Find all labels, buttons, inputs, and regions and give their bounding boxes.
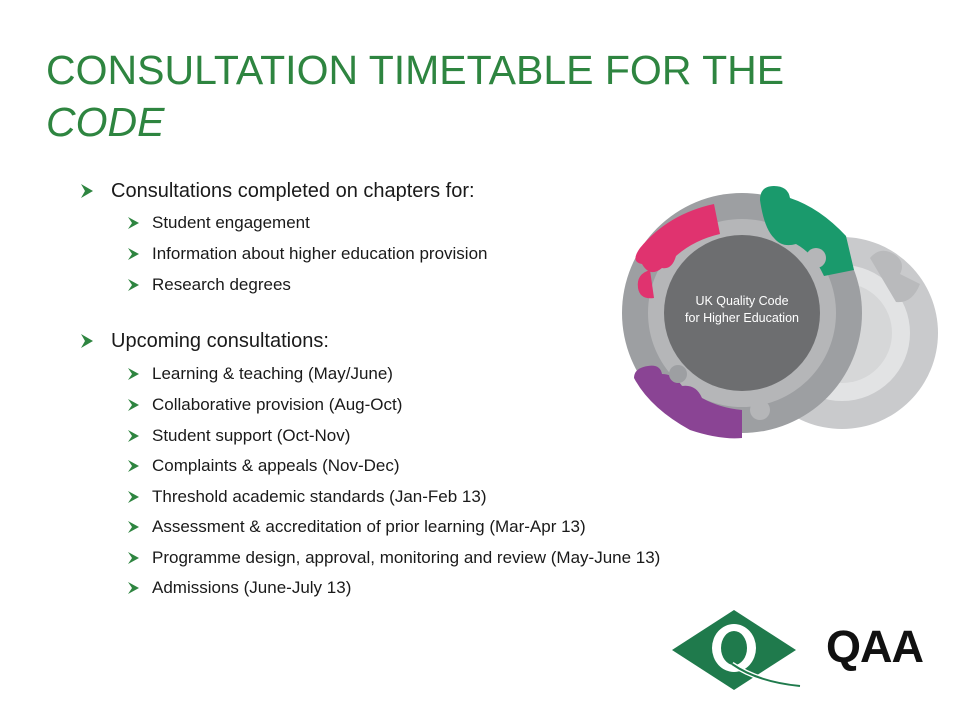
arrow-bullet-icon — [78, 330, 98, 358]
arrow-bullet-icon — [126, 548, 143, 573]
qaa-wordmark: QAA — [826, 621, 923, 672]
arrow-bullet-icon — [126, 517, 143, 542]
slide-title — [46, 44, 906, 148]
arrow-bullet-icon — [126, 395, 143, 420]
arrow-bullet-icon — [126, 456, 143, 481]
center-label-line-2: for Higher Education — [685, 311, 799, 325]
arrow-bullet-icon — [126, 244, 143, 269]
arrow-bullet-icon — [126, 426, 143, 451]
arrow-bullet-icon — [126, 213, 143, 238]
arrow-bullet-icon — [126, 364, 143, 389]
arrow-bullet-icon — [126, 487, 143, 512]
arrow-bullet-icon — [126, 275, 143, 300]
title-line-1: CONSULTATION TIMETABLE FOR THE — [46, 47, 785, 93]
qaa-diamond-q-icon — [668, 606, 818, 696]
arrow-bullet-icon — [78, 180, 98, 208]
arrow-bullet-icon — [126, 578, 143, 603]
center-label-line-1: UK Quality Code — [695, 294, 789, 308]
quality-code-graphic — [610, 178, 940, 448]
slide: CONSULTATION TIMETABLE FOR THE CODE Consultations completed on chapters for: Student engagement Information about higher education provision Research degrees Upcoming consultations: Learning & teaching (May/June) Collaborative provision (Aug-Oct) Student support (Oct-Nov) Complaints & appeals (Nov-Dec) Threshold academic standards (Jan-Feb 13) Assessment & accreditation of prior learning (Mar-Apr 13) Programme design, approval, monitoring and review (May-June 13) Admissions (June-July 13) UK Quality Code for Higher Education QAA — [0, 0, 960, 720]
title-line-2: CODE — [46, 99, 165, 145]
